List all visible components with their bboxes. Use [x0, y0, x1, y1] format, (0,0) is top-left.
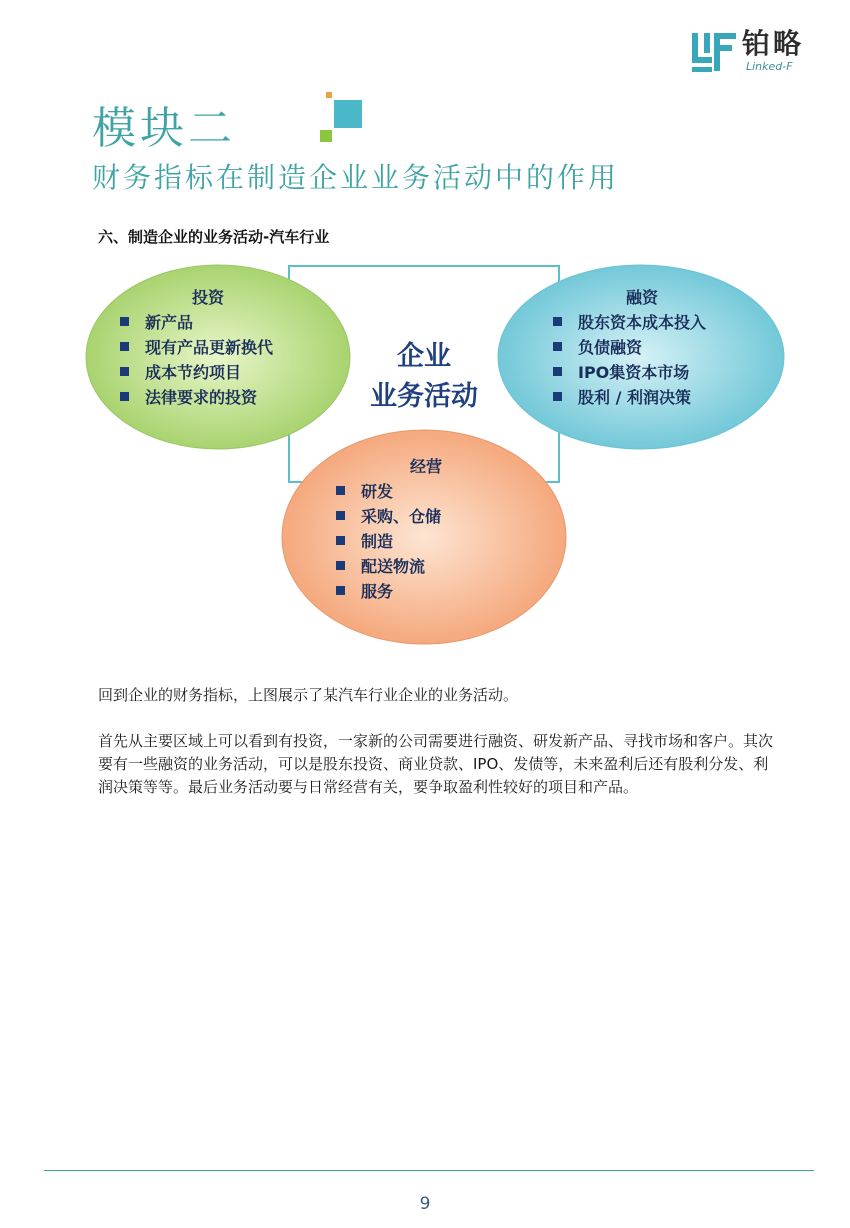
square-bullet-icon [336, 511, 345, 520]
center-label [339, 337, 509, 417]
footer-divider [44, 1170, 814, 1171]
list-item: 研发 [336, 479, 441, 504]
square-bullet-icon [120, 367, 129, 376]
square-bullet-icon [120, 392, 129, 401]
square-bullet-icon [120, 342, 129, 351]
square-bullet-icon [336, 486, 345, 495]
square-bullet-icon [120, 317, 129, 326]
list-item: 成本节约项目 [120, 360, 273, 385]
list-item: 配送物流 [336, 554, 441, 579]
list-item: 股利 / 利润决策 [553, 385, 706, 410]
square-bullet-icon [336, 561, 345, 570]
square-bullet-icon [553, 392, 562, 401]
list-item: 服务 [336, 579, 441, 604]
center-label-line1: 企业 [397, 341, 451, 372]
list-item: 法律要求的投资 [120, 385, 273, 410]
logo-chinese-name: 铂略 [742, 27, 805, 60]
center-label-line2: 业务活动 [370, 381, 478, 412]
body-paragraph-1: 回到企业的财务指标，上图展示了某汽车行业企业的业务活动。 [98, 686, 519, 704]
investment-title: 投资 [191, 288, 224, 307]
list-item: 负债融资 [553, 335, 706, 360]
logo-english-name: Linked-F [746, 60, 793, 73]
list-item: IPO集资本市场 [553, 360, 706, 385]
page-number: 9 [419, 1194, 431, 1214]
operations-title: 经营 [409, 457, 442, 476]
square-bullet-icon [336, 536, 345, 545]
square-bullet-icon [553, 317, 562, 326]
list-item: 股东资本成本投入 [553, 310, 706, 335]
section-heading: 六、制造企业的业务活动-汽车行业 [98, 228, 330, 246]
financing-title: 融资 [625, 288, 658, 307]
module-subtitle: 财务指标在制造企业业务活动中的作用 [92, 161, 620, 194]
investment-list [120, 310, 273, 410]
module-title: 模块二 [92, 103, 236, 154]
list-item: 现有产品更新换代 [120, 335, 273, 360]
financing-list [553, 310, 706, 410]
list-item: 制造 [336, 529, 441, 554]
square-bullet-icon [553, 367, 562, 376]
square-bullet-icon [336, 586, 345, 595]
operations-list [336, 479, 441, 604]
list-item: 新产品 [120, 310, 273, 335]
list-item: 采购、仓储 [336, 504, 441, 529]
square-bullet-icon [553, 342, 562, 351]
body-paragraph-2: 首先从主要区域上可以看到有投资，一家新的公司需要进行融资、研发新产品、寻找市场和客户。其次要有一些融资的业务活动，可以是股东投资、商业贷款、IPO、发债等，未来盈利后还有股利分发、利润决策等等。最后业务活动要与日常经营有关，要争取盈利性较好的项目和产品。 [98, 732, 774, 796]
